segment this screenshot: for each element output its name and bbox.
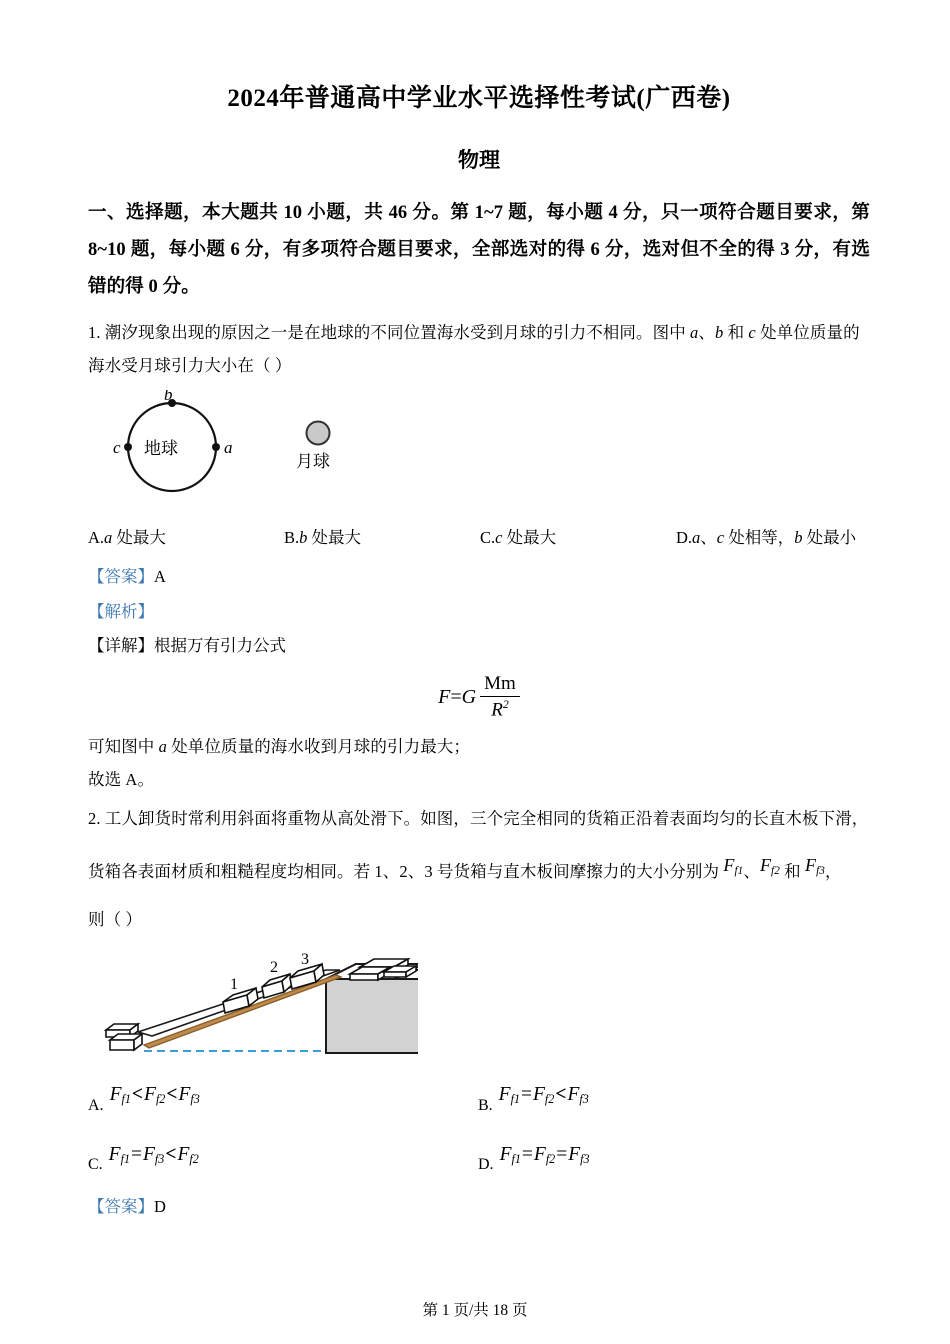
conclusion-part1: 可知图中 [88, 737, 159, 757]
opt2c-term2: $F_{f3}$ [143, 1143, 165, 1166]
opt2b-term1: $F_{f1}$ [498, 1084, 520, 1107]
option-1-b-var: b [299, 528, 308, 548]
option-1-b-label: B. [284, 528, 300, 548]
symbol-ff2-base: F [759, 855, 772, 876]
detail-text: 根据万有引力公式 [154, 636, 286, 656]
question-1-stem [88, 316, 870, 349]
opt2d-term2: $F_{f2}$ [533, 1143, 556, 1166]
formula-numerator: Mm [480, 673, 520, 697]
opt2a-term3: $F_{f3}$ [178, 1084, 200, 1107]
page-title: 2024年普通高中学业水平选择性考试(广西卷) [227, 85, 731, 112]
opt2c-operator2: < [165, 1143, 177, 1165]
symbol-ff3-sub: f3 [816, 865, 825, 878]
point-b-label: b [164, 390, 173, 405]
question-2-stem-line3: 则（ ） [88, 910, 143, 930]
question-2-sep2: 和 [779, 862, 805, 882]
question-1-analysis-line [88, 595, 870, 630]
opt2d-operator1: = [521, 1143, 533, 1165]
opt2c-operator1: = [131, 1143, 142, 1165]
option-1-c-var: c [495, 528, 503, 548]
option-2-b-expr [499, 1084, 589, 1107]
ground-boxes [106, 1024, 142, 1050]
symbol-ff2 [759, 855, 780, 878]
option-1-a-label: A. [88, 528, 105, 548]
question-1-stem-part2: 、 [698, 323, 715, 343]
page-content [88, 0, 870, 1224]
question-1-answer-line [88, 560, 870, 595]
point-a-dot [212, 443, 220, 451]
symbol-ff3-base: F [805, 855, 817, 876]
moon-circle [307, 422, 330, 445]
box-label-1: 1 [230, 976, 238, 994]
detail-tag: 【详解】 [88, 636, 154, 656]
question-1-stem-part3: 和 [723, 323, 749, 343]
formula-equals: = [450, 685, 462, 708]
point-a-label: a [224, 438, 233, 458]
plank-brown-edge [144, 975, 341, 1048]
platform-block [326, 979, 418, 1053]
question-1-var-c: c [748, 323, 756, 343]
opt2b-term3: $F_{f3}$ [567, 1084, 589, 1107]
formula-constant-g: G [461, 685, 477, 708]
option-2-c[interactable] [88, 1143, 478, 1173]
incline-svg [98, 942, 418, 1070]
question-1-stem-part1: 1. 潮汐现象出现的原因之一是在地球的不同位置海水受到月球的引力不相同。图中 [88, 323, 691, 343]
question-2-answer-line [88, 1190, 870, 1225]
page-footer: 第 1 页/共 18 页 [422, 1302, 528, 1319]
point-c-dot [124, 443, 132, 451]
opt2c-term1: $F_{f1}$ [108, 1143, 130, 1166]
question-1-detail-line [88, 629, 870, 664]
question-2-stem-line1: 2. 工人卸货时常利用斜面将重物从高处滑下。如图，三个完全相同的货箱正沿着表面均匀的长直木板下滑， [88, 809, 869, 829]
analysis-tag: 【解析】 [88, 601, 154, 621]
answer-tag-2: 【答案】 [88, 1196, 154, 1216]
option-1-a[interactable] [88, 521, 284, 554]
question-2-sep3: ， [825, 862, 842, 882]
option-1-c[interactable] [480, 521, 676, 554]
gravity-formula [438, 674, 520, 722]
option-2-c-expr [109, 1144, 199, 1167]
incline-figure [88, 936, 870, 1075]
option-2-b-label: B. [478, 1096, 493, 1114]
option-2-c-label: C. [88, 1155, 103, 1173]
symbol-ff1-sub: f1 [734, 865, 744, 878]
question-1-conclusion [88, 730, 870, 763]
opt2c-term3: $F_{f2}$ [177, 1143, 199, 1166]
question-1-stem-line2: 海水受月球引力大小在（ ） [88, 356, 292, 376]
opt2b-operator1: = [521, 1084, 532, 1106]
formula-denominator-exponent: 2 [502, 698, 509, 712]
question-1-var-a: a [690, 323, 699, 343]
formula-denominator [480, 697, 520, 721]
opt2a-operator1: < [131, 1084, 144, 1106]
earth-moon-svg [96, 390, 396, 502]
answer-tag: 【答案】 [88, 567, 154, 587]
question-1-options [88, 521, 870, 554]
option-2-a-expr [110, 1084, 200, 1107]
option-1-d-text1: 、 [700, 528, 717, 548]
option-1-c-label: C. [480, 528, 496, 548]
opt2d-operator2: = [556, 1143, 568, 1165]
question-2-stem-text: 货箱各表面材质和粗糙程度均相同。若 1、2、3 号货箱与直木板间摩擦力的大小分别为 [88, 862, 724, 882]
conclusion-part2: 处单位质量的海水收到月球的引力最大； [166, 737, 471, 757]
option-2-b[interactable] [478, 1084, 870, 1114]
conclusion-var-a: a [158, 737, 167, 757]
formula-lhs: F [438, 685, 451, 708]
question-2-sep1: 、 [743, 862, 760, 882]
formula-denominator-base: R [491, 699, 503, 721]
opt2d-term1: $F_{f1}$ [499, 1143, 521, 1166]
option-1-a-text: 处最大 [112, 528, 166, 548]
platform-boxes [350, 959, 416, 980]
opt2a-operator2: < [166, 1084, 178, 1106]
option-1-d-var3: b [794, 528, 803, 548]
earth-label: 地球 [144, 439, 178, 459]
question-1-var-b: b [715, 323, 724, 343]
option-1-d-label: D. [676, 528, 693, 548]
option-2-a-label: A. [88, 1096, 104, 1114]
question-2-stem-line2 [88, 853, 870, 889]
answer-value: A [154, 567, 166, 587]
opt2a-term1: $F_{f1}$ [109, 1084, 131, 1107]
option-1-b[interactable] [284, 521, 480, 554]
option-1-d-var1: a [692, 528, 701, 548]
point-c-label: c [113, 438, 121, 458]
option-1-a-var: a [104, 528, 113, 548]
question-1-conclusion-line2: 故选 A。 [88, 770, 155, 790]
option-2-a[interactable] [88, 1084, 478, 1114]
question-2-options [88, 1075, 870, 1171]
option-1-d-text3: 处最小 [802, 528, 857, 548]
box-label-3: 3 [301, 951, 309, 969]
symbol-ff2-sub: f2 [771, 865, 780, 878]
symbol-ff3 [805, 855, 825, 878]
earth-moon-figure [88, 382, 870, 507]
opt2b-term2: $F_{f2}$ [533, 1084, 555, 1107]
option-1-d-var2: c [716, 528, 725, 548]
option-2-d-label: D. [478, 1155, 494, 1173]
symbol-ff1 [723, 855, 744, 878]
option-1-d-text2: 处相等， [724, 528, 795, 548]
subject-title: 物理 [458, 148, 500, 172]
answer-value-2: D [154, 1196, 166, 1216]
formula-fraction [480, 673, 520, 721]
question-1-stem-part4: 处单位质量的 [755, 323, 860, 343]
option-2-d[interactable] [478, 1143, 870, 1173]
moon-label: 月球 [296, 452, 330, 472]
opt2d-term3: $F_{f3}$ [568, 1143, 590, 1166]
option-2-d-expr [500, 1144, 590, 1167]
option-1-b-text: 处最大 [307, 528, 362, 548]
symbol-ff1-base: F [723, 855, 735, 876]
opt2b-operator2: < [555, 1084, 567, 1106]
option-1-c-text: 处最大 [502, 528, 557, 548]
box-label-2: 2 [270, 959, 278, 977]
option-1-d[interactable] [676, 521, 856, 554]
section-instructions: 一、选择题，本大题共 10 小题，共 46 分。第 1~7 题，每小题 4 分，只一项符合题目要求，第 8~10 题，每小题 6 分，有多项符合题目要求，全部选对的得 6 分，选对但不全的得 3 分，有选错的得 0 分。 [88, 203, 870, 298]
opt2a-term2: $F_{f2}$ [144, 1084, 166, 1107]
gravity-formula-wrap [88, 664, 870, 730]
